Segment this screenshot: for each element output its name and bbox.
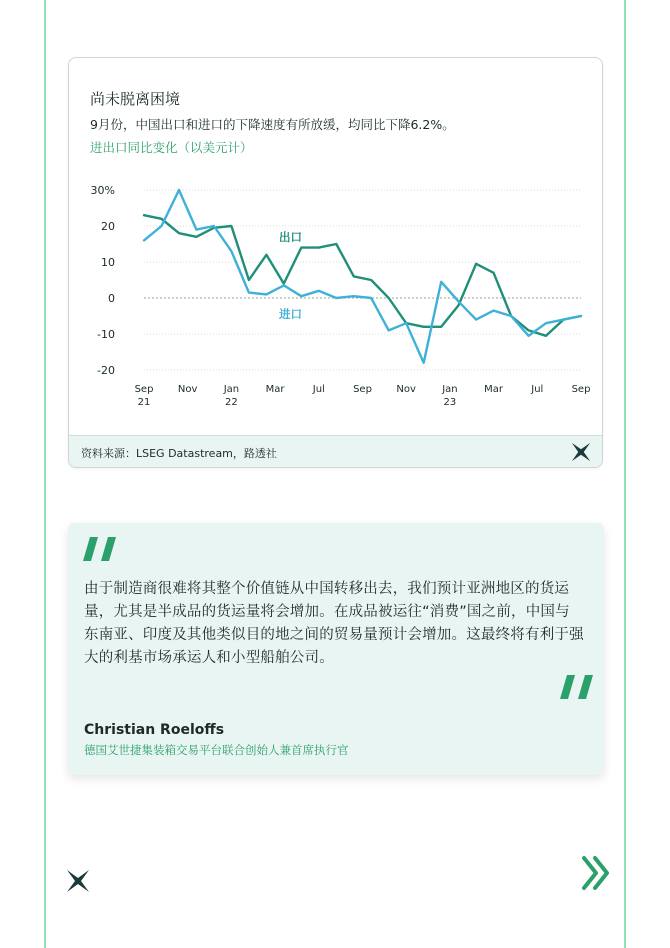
x-tick-year-label: 21: [137, 397, 151, 408]
x-tick-label: Jul: [531, 384, 544, 395]
y-tick-label: 10: [101, 256, 115, 269]
x-tick-label: Nov: [396, 384, 416, 395]
chart-title: 尚未脱离困境: [90, 90, 181, 108]
quote-author-role: 德国艾世捷集装箱交易平台联合创始人兼首席执行官: [84, 743, 349, 757]
double-chevron-right-icon[interactable]: [580, 855, 612, 891]
x-tick-label: Sep: [353, 384, 372, 395]
x-tick-label: Jan: [223, 384, 240, 395]
y-tick-label: 20: [101, 220, 115, 233]
chart-unit-label: 进出口同比变化（以美元计）: [90, 140, 253, 155]
close-quote-icon: [558, 671, 594, 703]
x-tick-label: Jan: [442, 384, 458, 395]
x-tick-label: Nov: [177, 384, 198, 395]
y-tick-label: 0: [108, 292, 115, 305]
x-tick-year-label: 22: [225, 397, 238, 408]
series-label: 出口: [279, 229, 302, 244]
right-guide-line: [624, 0, 626, 948]
y-tick-label: -20: [97, 364, 115, 377]
y-tick-label: -10: [97, 328, 115, 341]
quote-author: Christian Roeloffs: [84, 722, 225, 738]
left-guide-line: [44, 0, 46, 948]
chart-card: [68, 57, 603, 468]
x-star-logo-icon: [66, 869, 90, 893]
x-tick-label: Sep: [134, 384, 154, 395]
quote-card: [68, 523, 604, 775]
chart-subtitle: 9月份，中国出口和进口的下降速度有所放缓，均同比下降6.2%。: [90, 117, 455, 132]
x-tick-year-label: 23: [443, 397, 457, 408]
series-label: 进口: [279, 307, 302, 322]
series-line-export: [144, 215, 581, 336]
series-line-import: [144, 190, 581, 363]
y-tick-label: 30%: [90, 184, 115, 197]
line-chart: [69, 168, 603, 428]
source-bar: [69, 435, 602, 467]
x-tick-label: Jul: [312, 384, 325, 395]
x-tick-label: Mar: [484, 384, 504, 395]
x-star-logo-icon: [570, 441, 592, 463]
open-quote-icon: [82, 533, 118, 565]
x-tick-label: Sep: [571, 384, 591, 395]
x-tick-label: Mar: [265, 384, 285, 395]
quote-text: 由于制造商很难将其整个价值链从中国转移出去，我们预计亚洲地区的货运量，尤其是半成品的货运量将会增加。在成品被运往“消费”国之前，中国与东南亚、印度及其他类似目的地之间的贸易量预计会增加。这最终将有利于强大的利基市场承运人和小型船舶公司。: [84, 581, 584, 666]
chart-source: 资料来源：LSEG Datastream，路透社: [81, 447, 277, 460]
